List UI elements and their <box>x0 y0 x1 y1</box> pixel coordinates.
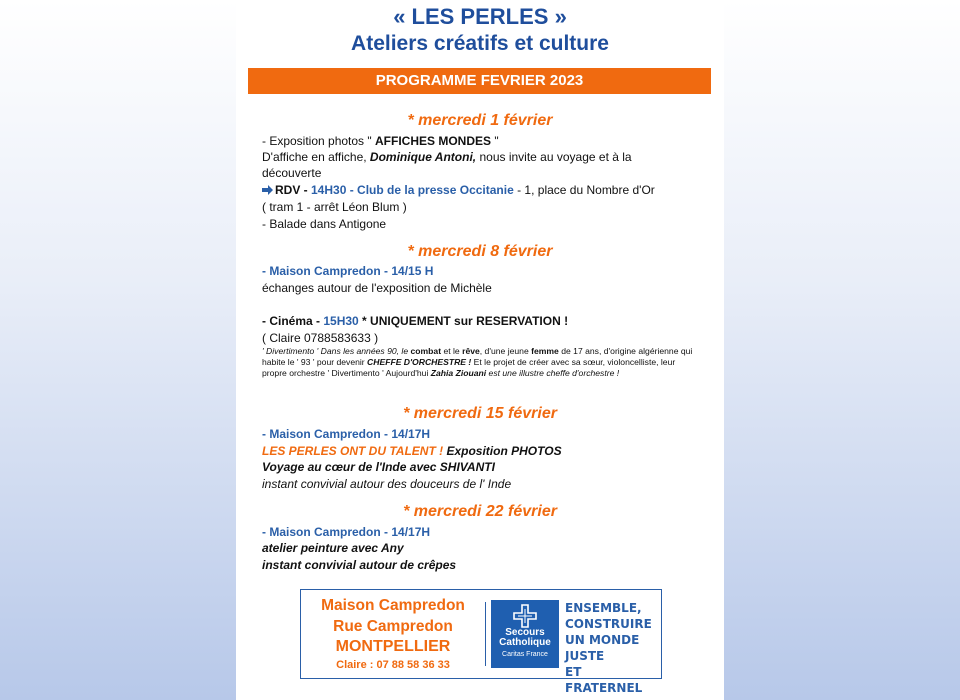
slogan <box>565 600 657 696</box>
footer-box <box>300 589 662 695</box>
slogan-line4: ET FRATERNEL <box>565 665 643 695</box>
s4-line3: instant convivial autour de crêpes <box>262 558 457 572</box>
s2-line1: - Maison Campredon - 14/15 H <box>262 264 434 278</box>
s1-line1: - Exposition photos " AFFICHES MONDES " <box>262 134 499 148</box>
venue-city: MONTPELLIER <box>335 638 451 655</box>
s3-line3: Voyage au cœur de l'Inde avec SHIVANTI <box>262 460 495 474</box>
slogan-line1: ENSEMBLE, <box>565 601 642 615</box>
s3-line2: LES PERLES ONT DU TALENT ! Exposition PHOTOS <box>262 444 562 458</box>
s3-line1: - Maison Campredon - 14/17H <box>262 427 431 441</box>
flyer-page <box>236 0 724 700</box>
footer-divider <box>485 602 486 666</box>
s1-line5: ( tram 1 - arrêt Léon Blum ) <box>262 200 407 214</box>
right-arrow-icon <box>262 185 273 195</box>
venue-street: Rue Campredon <box>333 618 453 635</box>
section-head-feb1: * mercredi 1 février <box>407 112 553 129</box>
secours-catholique-logo <box>491 600 559 668</box>
section-head-feb22: * mercredi 22 février <box>403 503 557 520</box>
venue-phone: Claire : 07 88 58 36 33 <box>336 659 450 671</box>
section-head-feb15: * mercredi 15 février <box>403 405 557 422</box>
slogan-line3: UN MONDE JUSTE <box>565 633 640 663</box>
program-banner: PROGRAMME FEVRIER 2023 <box>248 68 711 94</box>
s1-line2: D'affiche en affiche, Dominique Antoni, nous invite au voyage et à la <box>262 150 632 164</box>
s2-synopsis: ' Divertimento ' Dans les années 90, le combat et le rêve, d'une jeune femme de 17 ans, d'origine algérienne qui habite le ' 93 ' pour devenir CHEFFE D'ORCHESTRE ! Et le projet de créer avec sa sœur, violoncelliste, leur propre orchestre ' Divertimento ' Aujourd'hui Zahia Ziouani est une illustre cheffe d'orchestre ! <box>262 346 693 378</box>
s2-line3: - Cinéma - 15H30 * UNIQUEMENT sur RESERVATION ! <box>262 314 569 328</box>
caritas-cross-icon <box>513 604 537 628</box>
s1-line6: - Balade dans Antigone <box>262 217 387 231</box>
venue-name: Maison Campredon <box>321 597 465 614</box>
s4-line2: atelier peinture avec Any <box>262 541 404 555</box>
s1-line3: découverte <box>262 166 322 180</box>
slogan-line2: CONSTRUIRE <box>565 617 652 631</box>
flyer-subtitle: Ateliers créatifs et culture <box>351 32 609 55</box>
s1-line4: RDV - 14H30 - Club de la presse Occitanie - 1, place du Nombre d'Or <box>262 183 655 197</box>
s4-line1: - Maison Campredon - 14/17H <box>262 525 431 539</box>
logo-text-caritas: Caritas France <box>502 651 548 658</box>
s2-line4: ( Claire 0788583633 ) <box>262 331 379 345</box>
s3-line4: instant convivial autour des douceurs de l' Inde <box>262 477 512 491</box>
s2-line2: échanges autour de l'exposition de Michèle <box>262 281 492 295</box>
logo-text-secours: Secours <box>505 627 545 638</box>
flyer-title: « LES PERLES » <box>393 4 567 29</box>
section-head-feb8: * mercredi 8 février <box>407 243 553 260</box>
logo-text-catholique: Catholique <box>499 637 551 648</box>
venue-block <box>301 590 485 678</box>
